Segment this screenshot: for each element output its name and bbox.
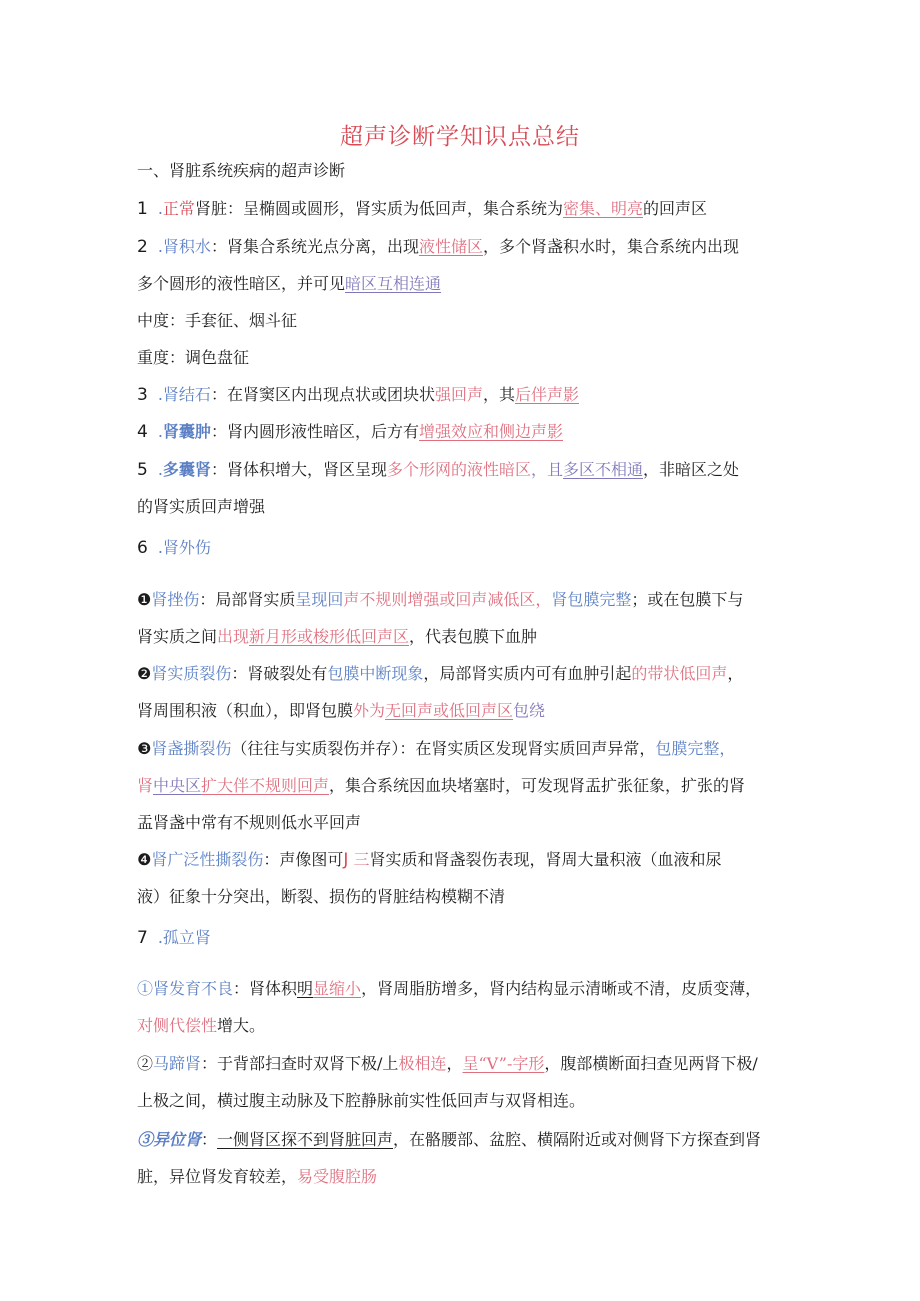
paragraph-normal-kidney: 1 .正常肾脏：呈椭圆或圆形，肾实质为低回声，集合系统为密集、明亮的回声区 bbox=[137, 199, 707, 219]
paragraph-line: 肾实质之间出现新月形或梭形低回声区，代表包膜下血肿 bbox=[137, 627, 538, 646]
paragraph-ectopic-kidney: ③异位肾：一侧肾区探不到肾脏回声，在骼腰部、盆腔、横隔附近或对侧肾下方探查到肾 bbox=[137, 1130, 762, 1149]
item-number: 7 bbox=[137, 928, 148, 948]
item-number: 2 bbox=[137, 237, 148, 257]
paragraph-kidney-trauma: 6 .肾外伤 bbox=[137, 538, 211, 558]
paragraph-line: 液）征象十分突出，断裂、损伤的肾脏结构模糊不清 bbox=[137, 887, 506, 906]
paragraph-line: 多个圆形的液性暗区，并可见暗区互相连通 bbox=[137, 274, 442, 293]
paragraph-horseshoe-kidney: ②马蹄肾：于背部扫查时双肾下极/上极相连，呈“V”-字形，腹部横断面扫查见两肾下极/ bbox=[137, 1054, 758, 1073]
paragraph-line: 盂肾盏中常有不规则低水平回声 bbox=[137, 813, 362, 832]
page-title: 超声诊断学知识点总结 bbox=[340, 124, 580, 150]
paragraph-kidney-cyst: 4 .肾囊肿：肾内圆形液性暗区，后方有增强效应和侧边声影 bbox=[137, 422, 563, 442]
circled-number: ❷ bbox=[137, 664, 152, 683]
paragraph-line: 肾周围积液（积血），即肾包膜外为无回声或低回声区包绕 bbox=[137, 701, 546, 720]
item-number: 5 bbox=[137, 460, 148, 480]
circled-number: ❹ bbox=[137, 850, 152, 869]
circled-number: ❸ bbox=[137, 739, 152, 758]
paragraph-polycystic-kidney: 5 .多囊肾：肾体积增大，肾区呈现多个形网的液性暗区，且多区不相通，非暗区之处 bbox=[137, 460, 740, 480]
item-number: 6 bbox=[137, 538, 148, 558]
paragraph-line: 对侧代偿性增大。 bbox=[137, 1016, 266, 1035]
paragraph-line: 肾中央区扩大伴不规则回声，集合系统因血块堵塞时，可发现肾盂扩张征象，扩张的肾 bbox=[137, 776, 746, 795]
paragraph-solitary-kidney: 7 .孤立肾 bbox=[137, 928, 211, 948]
section-heading: 一、肾脏系统疾病的超声诊断 bbox=[137, 161, 346, 180]
paragraph-line: 脏，异位肾发育较差，易受腹腔肠 bbox=[137, 1167, 378, 1186]
paragraph-hydronephrosis: 2 .肾积水：肾集合系统光点分离，出现液性储区，多个肾盏积水时，集合系统内出现 bbox=[137, 237, 739, 257]
paragraph-contusion: ❶肾挫伤：局部肾实质呈现回声不规则增强或回声减低区，肾包膜完整；或在包膜下与 bbox=[137, 590, 744, 609]
paragraph-hypoplasia: ①肾发育不良：肾体积明显缩小，肾周脂肪增多，肾内结构显示清晰或不清，皮质变薄， bbox=[137, 979, 762, 998]
circled-number: ❶ bbox=[137, 590, 152, 609]
paragraph-line: 的肾实质回声增强 bbox=[137, 497, 266, 516]
paragraph-line: 上极之间，横过腹主动脉及下腔静脉前实性低回声与双肾相连。 bbox=[137, 1091, 586, 1110]
item-number: 4 bbox=[137, 422, 148, 442]
paragraph-kidney-stone: 3 .肾结石：在肾窦区内出现点状或团块状强回声，其后伴声影 bbox=[137, 385, 579, 405]
paragraph-extensive-laceration: ❹肾广泛性撕裂伤：声像图可J 三肾实质和肾盏裂伤表现，肾周大量积液（血液和尿 bbox=[137, 850, 722, 870]
item-number: 1 bbox=[137, 199, 148, 219]
paragraph-line: 中度：手套征、烟斗征 bbox=[137, 311, 298, 330]
paragraph-line: 重度：调色盘征 bbox=[137, 348, 250, 367]
paragraph-calyx-laceration: ❸肾盏撕裂伤（往往与实质裂伤并存）：在肾实质区发现肾实质回声异常，包膜完整， bbox=[137, 739, 736, 758]
paragraph-parenchymal-laceration: ❷肾实质裂伤：肾破裂处有包膜中断现象，局部肾实质内可有血肿引起的带状低回声， bbox=[137, 664, 744, 683]
item-number: 3 bbox=[137, 385, 148, 405]
